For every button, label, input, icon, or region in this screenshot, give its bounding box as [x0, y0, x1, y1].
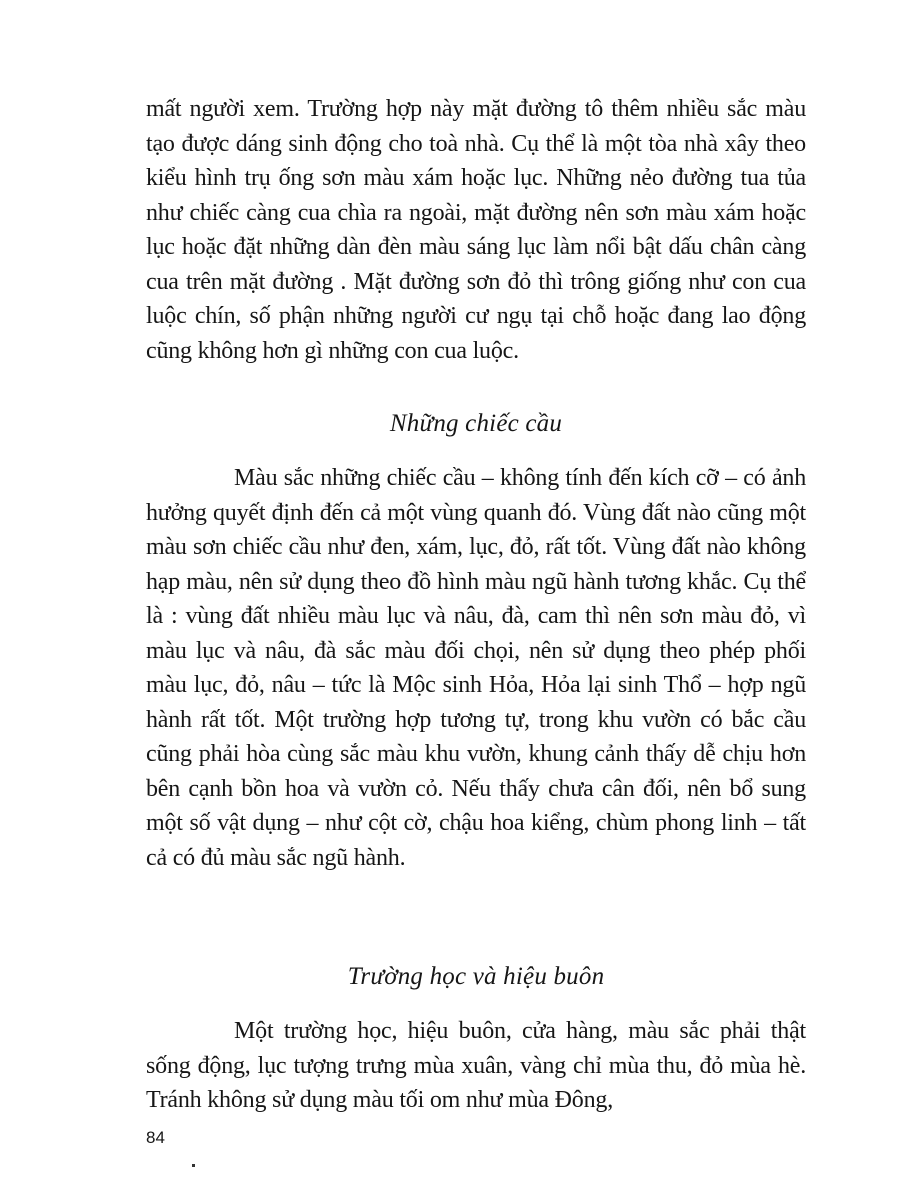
page-number: 84: [146, 1128, 165, 1147]
paragraph: mất người xem. Trường hợp này mặt đường tô thêm nhiều sắc màu tạo được dáng sinh động cho toà nhà. Cụ thể là một tòa nhà xây theo kiểu hình trụ ống sơn màu xám hoặc lục. Những nẻo đường tua tủa như chiếc càng cua chìa ra ngoài, mặt đường nên sơn màu xám hoặc lục hoặc đặt những dàn đèn màu sáng lục làm nổi bật dấu chân càng cua trên mặt đường . Mặt đường sơn đỏ thì trông giống như con cua luộc chín, số phận những người cư ngụ tại chỗ hoặc đang lao động cũng không hơn gì những con cua luộc.: [146, 96, 806, 364]
scan-speck: [192, 1164, 195, 1167]
section-heading: Những chiếc cầu: [389, 410, 563, 437]
section-heading: Trường học và hiệu buôn: [347, 963, 605, 990]
paragraph: Một trường học, hiệu buôn, cửa hàng, màu sắc phải thật sống động, lục tượng trưng mùa xuân, vàng chỉ mùa thu, đỏ mùa hè. Tránh không sử dụng màu tối om như mùa Đông,: [146, 1018, 806, 1113]
paragraph: Màu sắc những chiếc cầu – không tính đến kích cỡ – có ảnh hưởng quyết định đến cả một vùng quanh đó. Vùng đất nào cũng một màu sơn chiếc cầu như đen, xám, lục, đỏ, rất tốt. Vùng đất nào không hạp màu, nên sử dụng theo đồ hình màu ngũ hành tương khắc. Cụ thể là : vùng đất nhiều màu lục và nâu, đà, cam thì nên sơn màu đỏ, vì màu lục và nâu, đà sắc màu đối chọi, nên sử dụng theo phép phối màu lục, đỏ, nâu – tức là Mộc sinh Hỏa, Hỏa lại sinh Thổ – hợp ngũ hành rất tốt. Một trường hợp tương tự, trong khu vườn có bắc cầu cũng phải hòa cùng sắc màu khu vườn, khung cảnh thấy dễ chịu hơn bên cạnh bồn hoa và vườn cỏ. Nếu thấy chưa cân đối, nên bổ sung một số vật dụng – như cột cờ, chậu hoa kiểng, chùm phong linh – tất cả có đủ màu sắc ngũ hành.: [146, 465, 806, 871]
